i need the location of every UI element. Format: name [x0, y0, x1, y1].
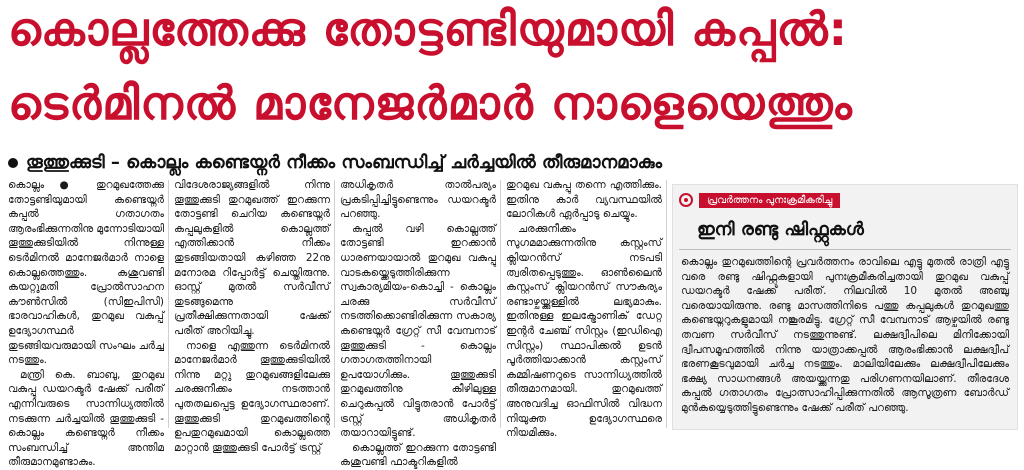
column-3-paragraph-2: കപ്പൽ വഴി കൊല്ലത്ത് തോട്ടണ്ടി ഇറക്കാൻ ധാരണയായാൽ തുറമുഖ വകുപ്പു വാടകയ്ക്കെടുത്തിരിക്കുന്ന സ്വകാര്യമിയം-കൊച്ചി - കൊല്ലം ചരക്കു സർവീസ് നടത്തിക്കൊണ്ടിരിക്കുന്ന സകാര്യ കണ്ടെയ്നർ ഗ്രേറ്റ് സീ വേമ്പനാട് തൂത്തുക്കുടി - കൊല്ലം ഗതാഗതത്തിനായി ഉപയോഗിക്കും. തൂത്തുക്കുടി തുറമുഖത്തിനു കീഴിലുള്ള ചെറുകപ്പൽ വിട്ടുതരാൻ പോർട്ട് ട്രസ്റ്റ് അധികൃതർ തയാറായിട്ടുണ്ട്. [340, 222, 496, 440]
column-divider [500, 180, 501, 428]
sidebar-divider [679, 249, 1011, 250]
column-3-paragraph-3: കൊല്ലത്ത് ഇറക്കുന്ന തോട്ടണ്ടി കശുവണ്ടി ഫാക്ടറികളിൽ [340, 441, 496, 469]
column-1-paragraph-1: കൊല്ലം ● തുറമുഖത്തേക്കു തോട്ടണ്ടിയുമായി കണ്ടെയ്നർ കപ്പൽ ഗതാഗതം ആരംഭിക്കുന്നതിനു മുന്നോടിയായി തൂത്തുക്കുടിയിൽ നിന്നുള്ള ടെർമിനൽ മാനേജർമാർ നാളെ കൊല്ലത്തെത്തും. കശുവണ്ടി കയറ്റുമതി പ്രോൽസാഹന കൗൺസിൽ (സിഇപിസി) ഭാരവാഹികൾ, തുറമുഖ വകുപ്പ് ഉദ്യോഗസ്ഥർ തുടങ്ങിയവരുമായി സംഘം ചർച്ച നടത്തും. [8, 179, 164, 367]
sidebar-body: കൊല്ലം തുറമുഖത്തിന്റെ പ്രവർത്തനം രാവിലെ എട്ടു മുതൽ രാത്രി എട്ടു വരെ രണ്ടു ഷിഫ്റ്റുകളായി പുനഃക്രമീകരിച്ചതായി തുറമുഖ വകുപ്പ് ഡയറക്ടർ ഷേക്ക് പരീത്. നിലവിൽ 10 മുതൽ അഞ്ചു വരെയായിരുന്നു. രണ്ടു മാസത്തിനിടെ പത്തു കപ്പലുകൾ തുറമുഖത്തു കണ്ടെയ്നറുകളുമായി നങ്കൂരമിട്ടു. ഗ്രേറ്റ് സീ വേമ്പനാട് ആഴ്ചയിൽ രണ്ടു തവണ സർവീസ് നടത്തുന്നുണ്ട്. ലക്ഷദ്വീപിലെ മിനിക്കോയി ദ്വീപസമൂഹത്തിൽ നിന്നു യാത്രാക്കപ്പൽ ആരംഭിക്കാൻ ലക്ഷദ്വീപ് ഭരണകൂടവുമായി ചർച്ച നടത്തും. മാലിയിലേക്കും ലക്ഷദ്വീപിലേക്കും ഭക്ഷ്യ സാധനങ്ങൾ അയയ്ക്കുന്നതു പരിഗണനയിലാണ്. തീരദേശ കപ്പൽ ഗതാഗതം പ്രോത്സാഹിപ്പിക്കുന്നതിൽ ആസൂത്രണ ബോർഡ് മുൻകയ്യെടുത്തിട്ടുണ്ടെന്നും ഷേക്ക് പരീത് പറഞ്ഞു. [681, 256, 1009, 414]
target-icon [679, 193, 693, 207]
article-column-1 [8, 178, 164, 469]
column-divider [168, 180, 169, 428]
sidebar-title: ഇനി രണ്ടു ഷിഫ്റ്റുകൾ [697, 219, 864, 240]
column-2-paragraph-1: വിദേശരാജ്യങ്ങളിൽ നിന്നു തൂത്തുക്കുടി തുറമുഖത്ത് ഇറക്കുന്ന തോട്ടണ്ടി ചെറിയ കണ്ടെയ്നർ കപ്പലുകളിൽ കൊല്ലത്ത് എത്തിക്കാൻ നീക്കം തുടങ്ങിയതായി കഴിഞ്ഞ 22നു മനോരമ റിപ്പോർട്ട് ചെയ്തിരുന്നു. ഓസ്റ്റ് മുതൽ സർവീസ് തുടങ്ങുമെന്നു പ്രതീക്ഷിക്കുന്നതായി ഷേക്ക് പരീത് അറിയിച്ചു. [174, 179, 330, 337]
column-4-paragraph-1: തുറമുഖ വകുപ്പു തന്നെ എത്തിക്കും. ഇതിനു കാർ വ്യവസ്ഥയിൽ ലോറികൾ ഏർപ്പാടു ചെയ്യും. [506, 179, 662, 221]
column-divider [666, 180, 667, 428]
headline-line-2: ടെർമിനൽ മാനേജർമാർ നാളെയെത്തും [8, 76, 853, 130]
article-column-2 [174, 178, 330, 454]
sidebar-tag [673, 191, 840, 209]
sidebar-box [672, 184, 1018, 430]
column-1-paragraph-2: മന്ത്രി കെ. ബാബു, തുറമുഖ വകുപ്പു ഡയറക്ടർ ഷേക്ക് പരീത് എന്നിവരുടെ സാന്നിധ്യത്തിൽ നടക്കുന്ന ചർച്ചയിൽ തൂത്തുക്കുടി - കൊല്ലം കണ്ടെയ്നർ നീക്കം സംബന്ധിച്ച് അന്തിമ തീരുമാനമുണ്ടാകും. [8, 368, 164, 469]
subheadline-text: തൂത്തുക്കുടി – കൊല്ലം കണ്ടെയ്നർ നീക്കം സംബന്ധിച്ച് ചർച്ചയിൽ തീരുമാനമാകും [26, 152, 663, 173]
headline-line-1: കൊല്ലത്തേക്കു തോട്ടണ്ടിയുമായി കപ്പൽ: [8, 2, 848, 56]
column-4-paragraph-2: ചരക്കുനീക്കം സുഗമമാക്കുന്നതിനു കസ്റ്റംസ് ക്ലിയറൻസ് നടപടി ത്വരിതപ്പെടുത്തും. ഓൺലൈൻ കസ്റ്റംസ് ക്ലിയറൻസ് സൗകര്യം രണ്ടാഴ്ചയ്ക്കുള്ളിൽ ലഭ്യമാകും. ഇതിനുള്ള ഇലക്ട്രോണിക് ഡേറ്റ ഇന്റർ ചേഞ്ച് സിസ്റ്റം (ഇഡിഐ സിസ്റ്റം) സ്ഥാപിക്കൽ ഉടൻ പൂർത്തിയാക്കാൻ കസ്റ്റംസ് കമ്മിഷണറുടെ സാന്നിധ്യത്തിൽ തീരുമാനമായി. തുറമുഖത്ത് അനുവദിച്ച ഓഫിസിൽ വിദ്ധന നിയുക്ത ഉദ്യോഗസ്ഥരെ നിയമിക്കും. [506, 222, 662, 440]
article-column-3 [340, 178, 496, 469]
column-3-paragraph-1: അധികൃതർ താൽപര്യം പ്രകടിപ്പിച്ചിട്ടുണ്ടെന്നും ഡയറക്ടർ പറഞ്ഞു. [340, 179, 496, 221]
column-divider [334, 180, 335, 428]
bullet-dot-icon [8, 158, 18, 168]
sidebar-tag-label: പ്രവർത്തനം പുനഃക്രമീകരിച്ചു [699, 193, 840, 208]
article-column-4 [506, 178, 662, 440]
subheadline [8, 152, 1016, 173]
column-2-paragraph-2: നാളെ എത്തുന്ന ടെർമിനൽ മാനേജർമാർ തൂത്തുക്കുടിയിൽ നിന്നു മറ്റു തുറമുഖങ്ങളിലേക്കു ചരക്കുനീക്കം നടത്താൻ പുതതലപ്പെട്ട ഉദ്യോഗസ്ഥരാണ്. തൂത്തുക്കുടി തുറമുഖത്തിന്റെ ഉപതുറമുഖമായി കൊല്ലത്തെ മാറ്റാൻ തൂത്തുക്കുടി പോർട്ട് ട്രസ്റ്റ് [174, 339, 330, 454]
